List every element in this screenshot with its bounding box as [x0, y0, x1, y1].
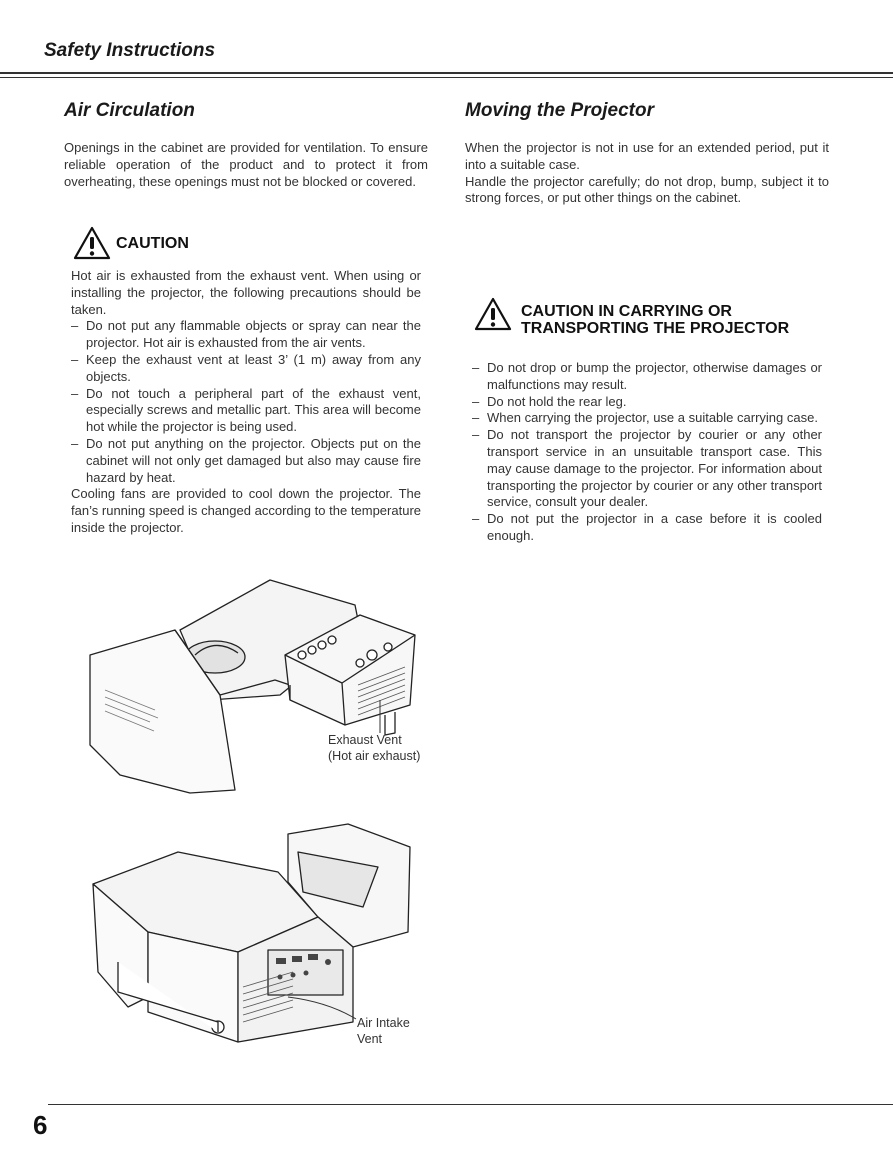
projector-exhaust-illustration	[80, 575, 430, 800]
header-rule	[0, 72, 893, 74]
exhaust-caption-line2: (Hot air exhaust)	[328, 749, 421, 763]
intake-caption-line2: Vent	[357, 1032, 383, 1046]
air-circulation-intro	[64, 140, 428, 190]
caution-heading	[73, 226, 189, 260]
caution-list	[71, 318, 421, 486]
warning-triangle-icon	[73, 226, 111, 260]
warning-triangle-icon	[474, 297, 512, 331]
carrying-caution-heading	[474, 297, 789, 337]
carrying-caution-line1: CAUTION IN CARRYING OR	[521, 303, 732, 320]
exhaust-caption-line1: Exhaust Vent	[328, 733, 402, 747]
projector-intake-illustration	[88, 822, 418, 1047]
caution-intro: Hot air is exhausted from the exhaust vent. When using or installing the projector, the following precautions should be taken.	[71, 268, 421, 317]
air-circulation-intro-text: Openings in the cabinet are provided for ventilation. To ensure reliable operation of the product and to protect it from overheating, these openings must not be blocked or covered.	[64, 140, 428, 189]
list-item: – Do not put any flammable objects or spray can near the projector. Hot air is exhausted from the air vents.	[71, 318, 421, 352]
list-item: – Do not touch a peripheral part of the exhaust vent, especially screws and metallic part. This area will become hot while the projector is being used.	[71, 386, 421, 436]
exhaust-vent-caption	[328, 732, 420, 764]
list-item: – Do not drop or bump the projector, otherwise damages or malfunctions may result.	[472, 360, 822, 394]
carrying-caution-body	[472, 360, 822, 545]
cooling-fans-text: Cooling fans are provided to cool down the projector. The fan’s running speed is changed according to the temperature inside the projector.	[71, 486, 421, 535]
carrying-caution-list	[472, 360, 822, 545]
list-item: – Do not put anything on the projector. Objects put on the cabinet will not only get damaged but also may cause fire hazard by heat.	[71, 436, 421, 486]
air-intake-caption	[357, 1015, 410, 1047]
air-circulation-title: Air Circulation	[64, 100, 195, 121]
page-number: 6	[33, 1110, 48, 1140]
caution-body	[71, 268, 421, 537]
page-header-title: Safety Instructions	[44, 40, 216, 61]
moving-para-1: When the projector is not in use for an extended period, put it into a suitable case.	[465, 140, 829, 172]
list-item: – Do not hold the rear leg.	[472, 394, 822, 411]
moving-intro	[465, 140, 829, 207]
list-item: – Do not put the projector in a case before it is cooled enough.	[472, 511, 822, 545]
intake-caption-line1: Air Intake	[357, 1016, 410, 1030]
carrying-caution-line2: TRANSPORTING THE PROJECTOR	[521, 320, 790, 337]
header-rule-thin	[0, 77, 893, 78]
moving-projector-title: Moving the Projector	[465, 100, 654, 121]
caution-label: CAUTION	[116, 235, 189, 252]
carrying-caution-label	[516, 303, 789, 337]
list-item: – Keep the exhaust vent at least 3’ (1 m) away from any objects.	[71, 352, 421, 386]
list-item: – Do not transport the projector by courier or any other transport service in an unsuitable transport case. This may cause damage to the projector. For information about transporting the projector by courier or any other transport service, consult your dealer.	[472, 427, 822, 511]
moving-para-2: Handle the projector carefully; do not drop, bump, subject it to strong forces, or put other things on the cabinet.	[465, 173, 829, 206]
list-item: – When carrying the projector, use a suitable carrying case.	[472, 410, 822, 427]
footer-rule	[48, 1104, 893, 1105]
